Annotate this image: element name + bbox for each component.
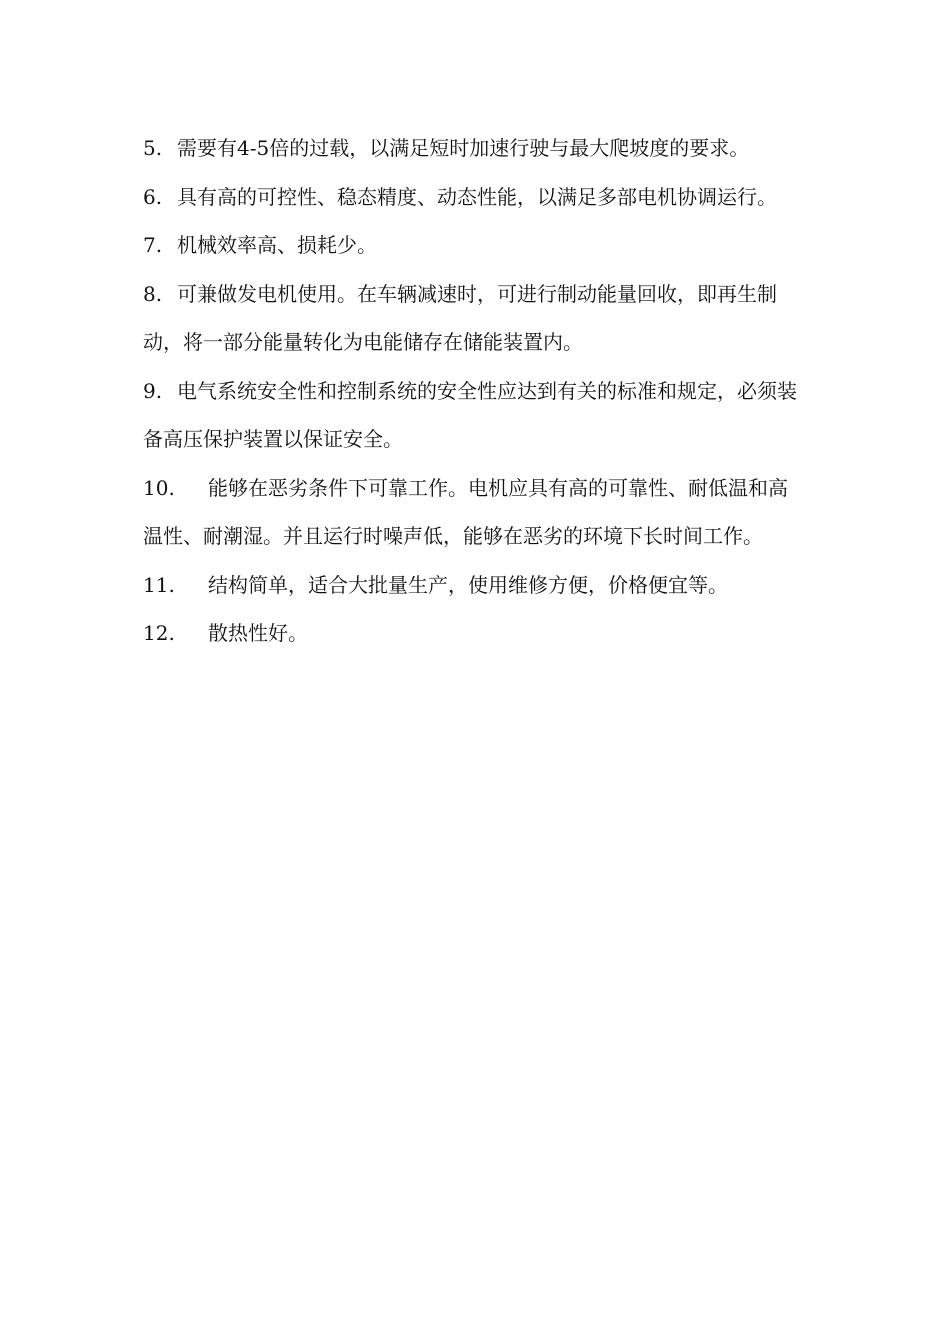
- item-number: 6.: [143, 184, 163, 209]
- item-number: 11.: [143, 572, 175, 597]
- list-item: [143, 561, 807, 610]
- item-number: 8.: [143, 281, 163, 306]
- item-text: 可兼做发电机使用。在车辆减速时，可进行制动能量回收，即再生制动，将一部分能量转化为电能储存在储能装置内。: [143, 281, 777, 354]
- item-number: 5.: [143, 136, 163, 160]
- item-text: 能够在恶劣条件下可靠工作。电机应具有高的可靠性、耐低温和高温性、耐潮湿。并且运行时噪声低，能够在恶劣的环境下长时间工作。: [143, 475, 788, 548]
- list-item: [143, 173, 807, 222]
- item-text: 具有高的可控性、稳态精度、动态性能，以满足多部电机协调运行。: [177, 184, 777, 209]
- item-text: 结构简单，适合大批量生产，使用维修方便，价格便宜等。: [208, 572, 728, 597]
- item-text: 需要有4-5倍的过载，以满足短时加速行驶与最大爬坡度的要求。: [177, 136, 750, 160]
- list-item: [143, 609, 807, 658]
- item-number: 12.: [143, 621, 175, 645]
- requirements-list: [143, 124, 807, 658]
- list-item: [143, 367, 807, 464]
- list-item: [143, 221, 807, 270]
- list-item: [143, 270, 807, 367]
- item-text: 机械效率高、损耗少。: [177, 233, 377, 257]
- item-number: 9.: [143, 378, 163, 403]
- item-number: 7.: [143, 233, 163, 257]
- item-text: 电气系统安全性和控制系统的安全性应达到有关的标准和规定，必须装备高压保护装置以保证安全。: [143, 378, 797, 451]
- item-number: 10.: [143, 475, 175, 500]
- list-item: [143, 464, 807, 561]
- item-text: 散热性好。: [208, 621, 308, 645]
- list-item: [143, 124, 807, 173]
